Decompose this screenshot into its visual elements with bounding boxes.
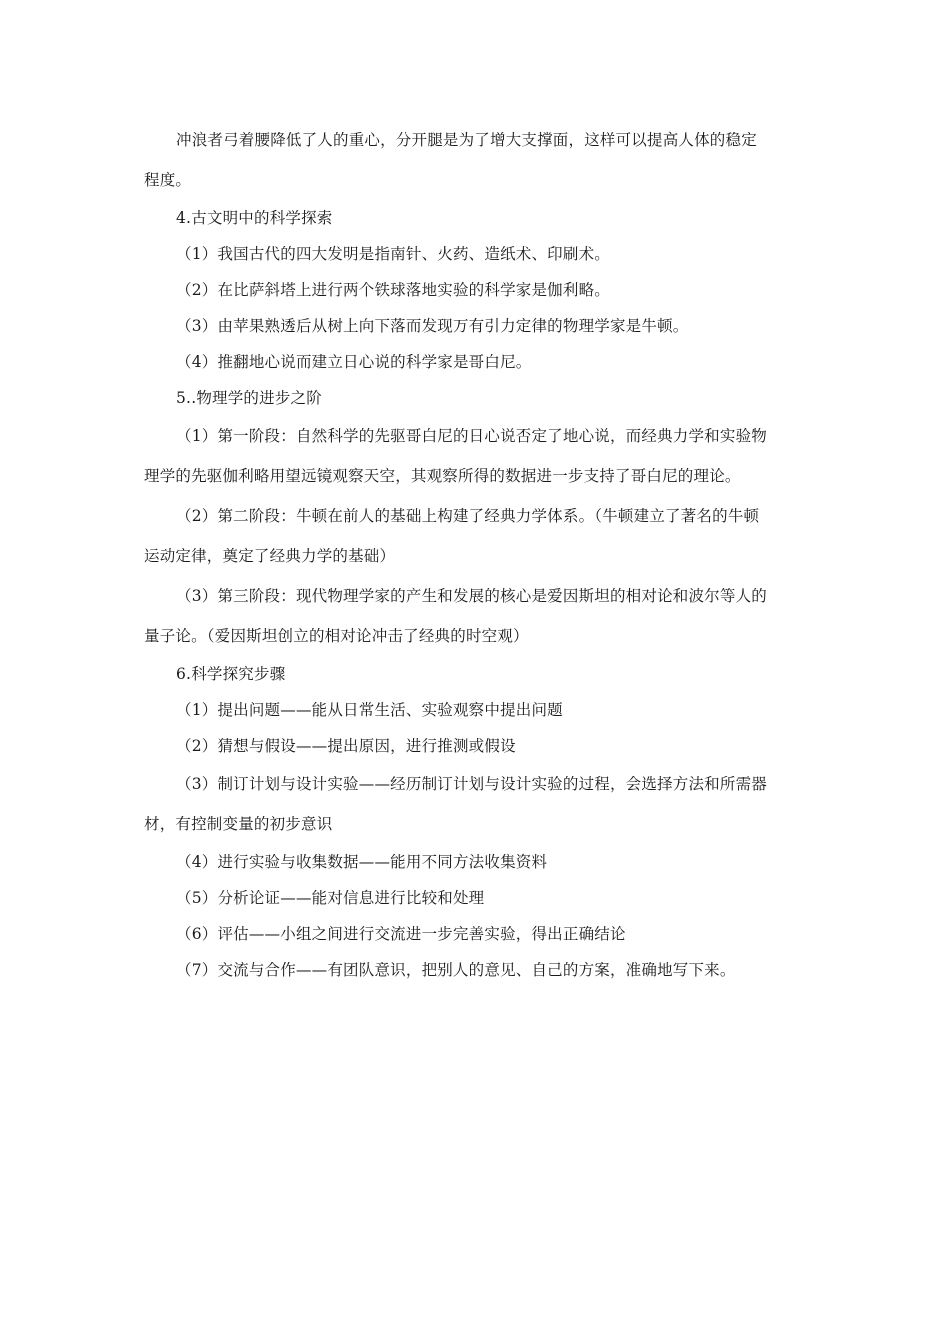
stage-1-line-2: 理学的先驱伽利略用望远镜观察天空，其观察所得的数据进一步支持了哥白尼的理论。 (144, 467, 741, 485)
intro-line-2: 程度。 (144, 171, 192, 189)
section-6-heading: 6.科学探究步骤 (176, 665, 286, 683)
intro-line-1: 冲浪者弓着腰降低了人的重心，分开腿是为了增大支撑面，这样可以提高人体的稳定 (176, 131, 757, 149)
step-3-line-2: 材，有控制变量的初步意识 (144, 815, 333, 833)
section-4-item-2: （2）在比萨斜塔上进行两个铁球落地实验的科学家是伽利略。 (176, 281, 610, 299)
section-4-item-3: （3）由苹果熟透后从树上向下落而发现万有引力定律的物理学家是牛顿。 (176, 317, 689, 335)
stage-3-line-2: 量子论。（爱因斯坦创立的相对论冲击了经典的时空观） (144, 627, 529, 645)
step-1: （1）提出问题——能从日常生活、实验观察中提出问题 (176, 701, 563, 719)
step-7: （7）交流与合作——有团队意识，把别人的意见、自己的方案，准确地写下来。 (176, 961, 736, 979)
step-6: （6）评估——小组之间进行交流进一步完善实验，得出正确结论 (176, 925, 626, 943)
section-4-item-4: （4）推翻地心说而建立日心说的科学家是哥白尼。 (176, 353, 532, 371)
step-5: （5）分析论证——能对信息进行比较和处理 (176, 889, 485, 907)
step-2: （2）猜想与假设——提出原因，进行推测或假设 (176, 737, 516, 755)
stage-1-line-1: （1）第一阶段：自然科学的先驱哥白尼的日心说否定了地心说，而经典力学和实验物 (176, 427, 767, 445)
step-4: （4）进行实验与收集数据——能用不同方法收集资料 (176, 853, 548, 871)
section-5-heading: 5..物理学的进步之阶 (176, 389, 322, 407)
document-body (144, 120, 810, 988)
section-4-heading: 4.古文明中的科学探索 (176, 209, 333, 227)
section-4-item-1: （1）我国古代的四大发明是指南针、火药、造纸术、印刷术。 (176, 245, 610, 263)
stage-2-line-1: （2）第二阶段：牛顿在前人的基础上构建了经典力学体系。（牛顿建立了著名的牛顿 (176, 507, 760, 525)
stage-3-line-1: （3）第三阶段：现代物理学家的产生和发展的核心是爱因斯坦的相对论和波尔等人的 (176, 587, 767, 605)
step-3-line-1: （3）制订计划与设计实验——经历制订计划与设计实验的过程，会选择方法和所需器 (176, 775, 767, 793)
stage-2-line-2: 运动定律，奠定了经典力学的基础） (144, 547, 396, 565)
